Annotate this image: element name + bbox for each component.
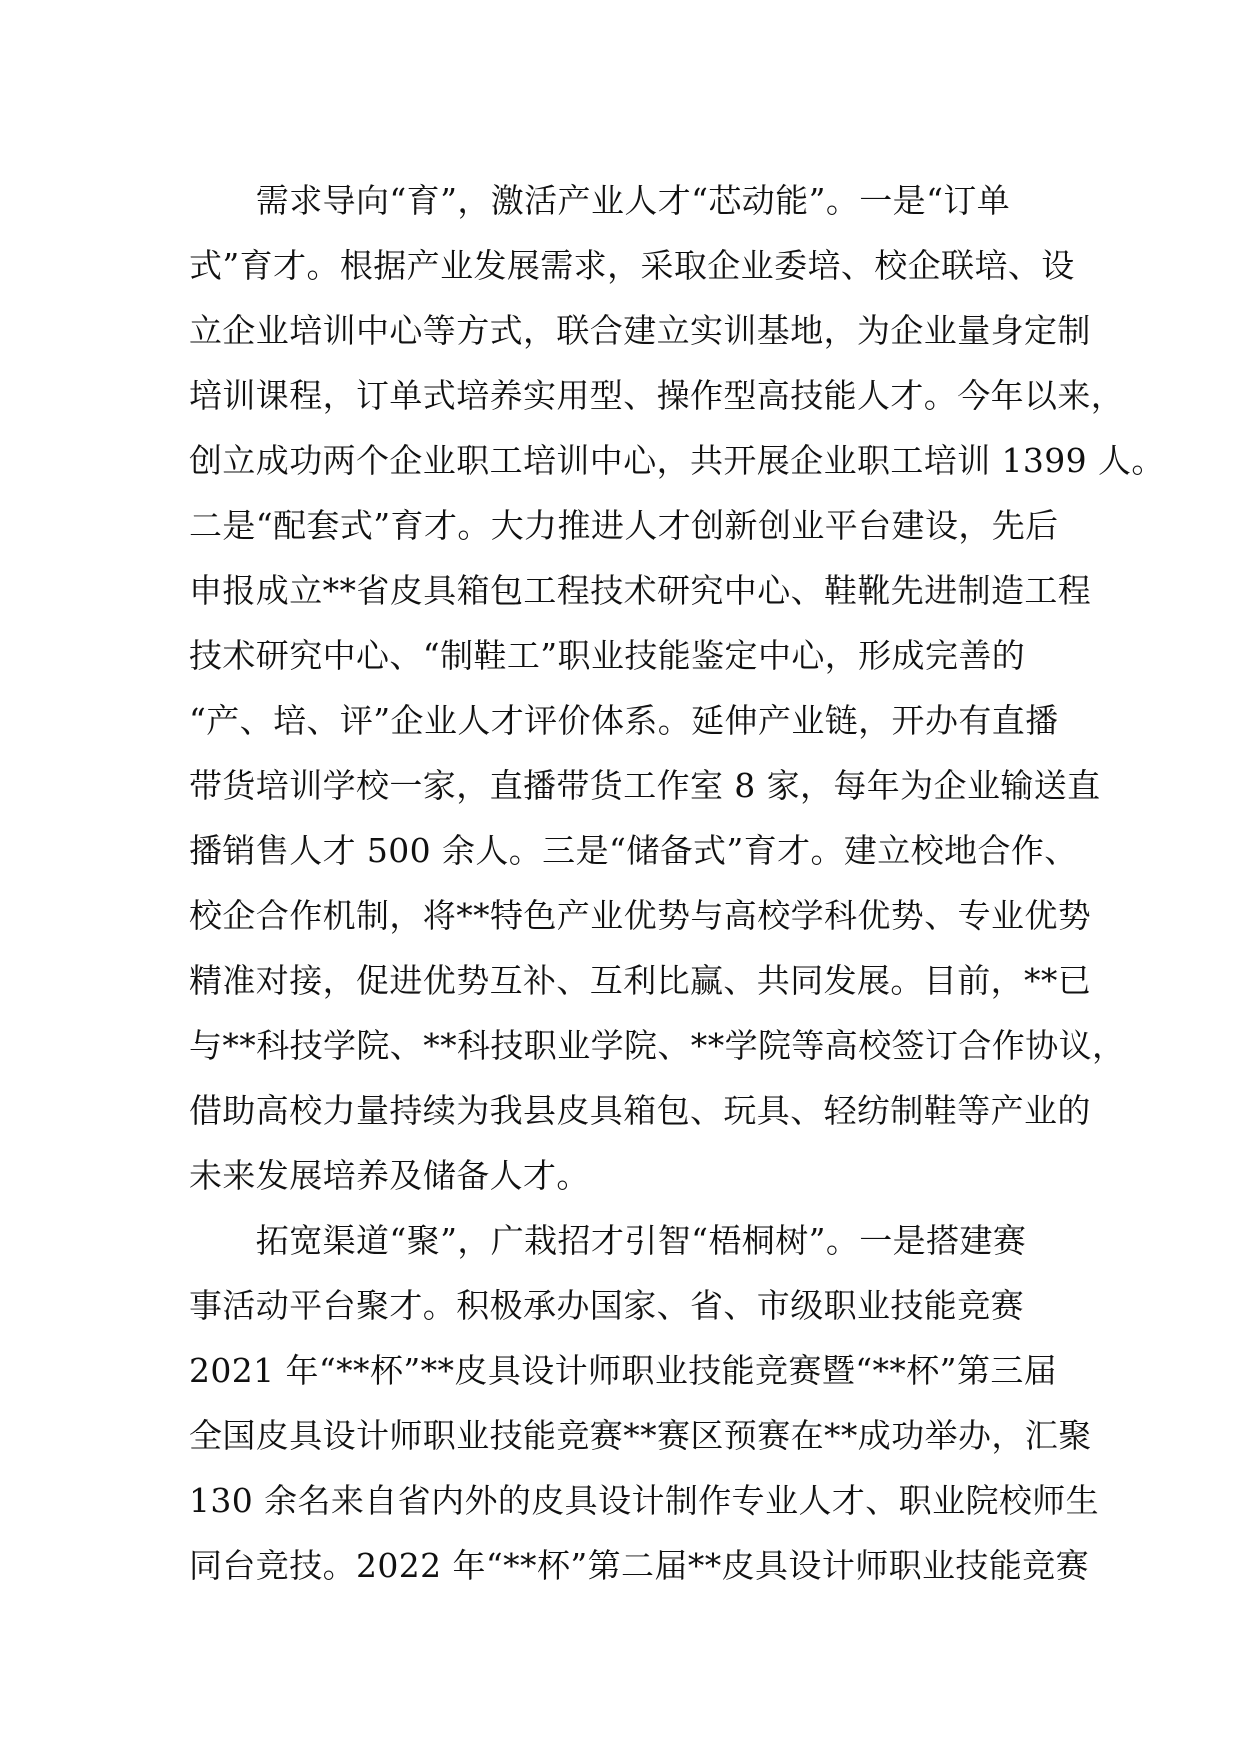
paragraph-line: “产、培、评”企业人才评价体系。延伸产业链，开办有直播 <box>189 701 1059 740</box>
paragraph-line: 立企业培训中心等方式，联合建立实训基地，为企业量身定制 <box>189 311 1091 350</box>
paragraph-line: 创立成功两个企业职工培训中心，共开展企业职工培训 1399 人。 <box>189 441 1165 480</box>
paragraph-line: 二是“配套式”育才。大力推进人才创新创业平台建设，先后 <box>189 506 1059 545</box>
paragraph-line: 拓宽渠道“聚”，广栽招才引智“梧桐树”。一是搭建赛 <box>189 1221 1027 1260</box>
paragraph-line: 全国皮具设计师职业技能竞赛**赛区预赛在**成功举办，汇聚 <box>189 1416 1092 1455</box>
paragraph-talent-cultivation <box>189 168 1165 1208</box>
paragraph-line: 式”育才。根据产业发展需求，采取企业委培、校企联培、设 <box>189 246 1075 285</box>
paragraph-line: 同台竞技。2022 年“**杯”第二届**皮具设计师职业技能竞赛 <box>189 1546 1090 1585</box>
paragraph-line: 借助高校力量持续为我县皮具箱包、玩具、轻纺制鞋等产业的 <box>189 1091 1091 1130</box>
paragraph-line: 精准对接，促进优势互补、互利比赢、共同发展。目前，**已 <box>189 961 1092 1000</box>
paragraph-line: 校企合作机制，将**特色产业优势与高校学科优势、专业优势 <box>189 896 1092 935</box>
paragraph-talent-attraction <box>189 1208 1100 1598</box>
paragraph-line: 与**科技学院、**科技职业学院、**学院等高校签订合作协议， <box>189 1026 1126 1065</box>
paragraph-line: 130 余名来自省内外的皮具设计制作专业人才、职业院校师生 <box>189 1481 1100 1520</box>
paragraph-line: 播销售人才 500 余人。三是“储备式”育才。建立校地合作、 <box>189 831 1078 870</box>
paragraph-line: 培训课程，订单式培养实用型、操作型高技能人才。今年以来， <box>189 376 1125 415</box>
paragraph-line: 2021 年“**杯”**皮具设计师职业技能竞赛暨“**杯”第三届 <box>189 1351 1058 1390</box>
paragraph-line: 带货培训学校一家，直播带货工作室 8 家，每年为企业输送直 <box>189 766 1101 805</box>
paragraph-line: 申报成立**省皮具箱包工程技术研究中心、鞋靴先进制造工程 <box>189 571 1092 610</box>
document-body <box>189 168 1165 1598</box>
paragraph-line: 需求导向“育”，激活产业人才“芯动能”。一是“订单 <box>189 181 1011 220</box>
paragraph-line: 技术研究中心、“制鞋工”职业技能鉴定中心，形成完善的 <box>189 636 1026 675</box>
paragraph-line: 未来发展培养及储备人才。 <box>189 1156 590 1195</box>
paragraph-line: 事活动平台聚才。积极承办国家、省、市级职业技能竞赛 <box>189 1286 1024 1325</box>
